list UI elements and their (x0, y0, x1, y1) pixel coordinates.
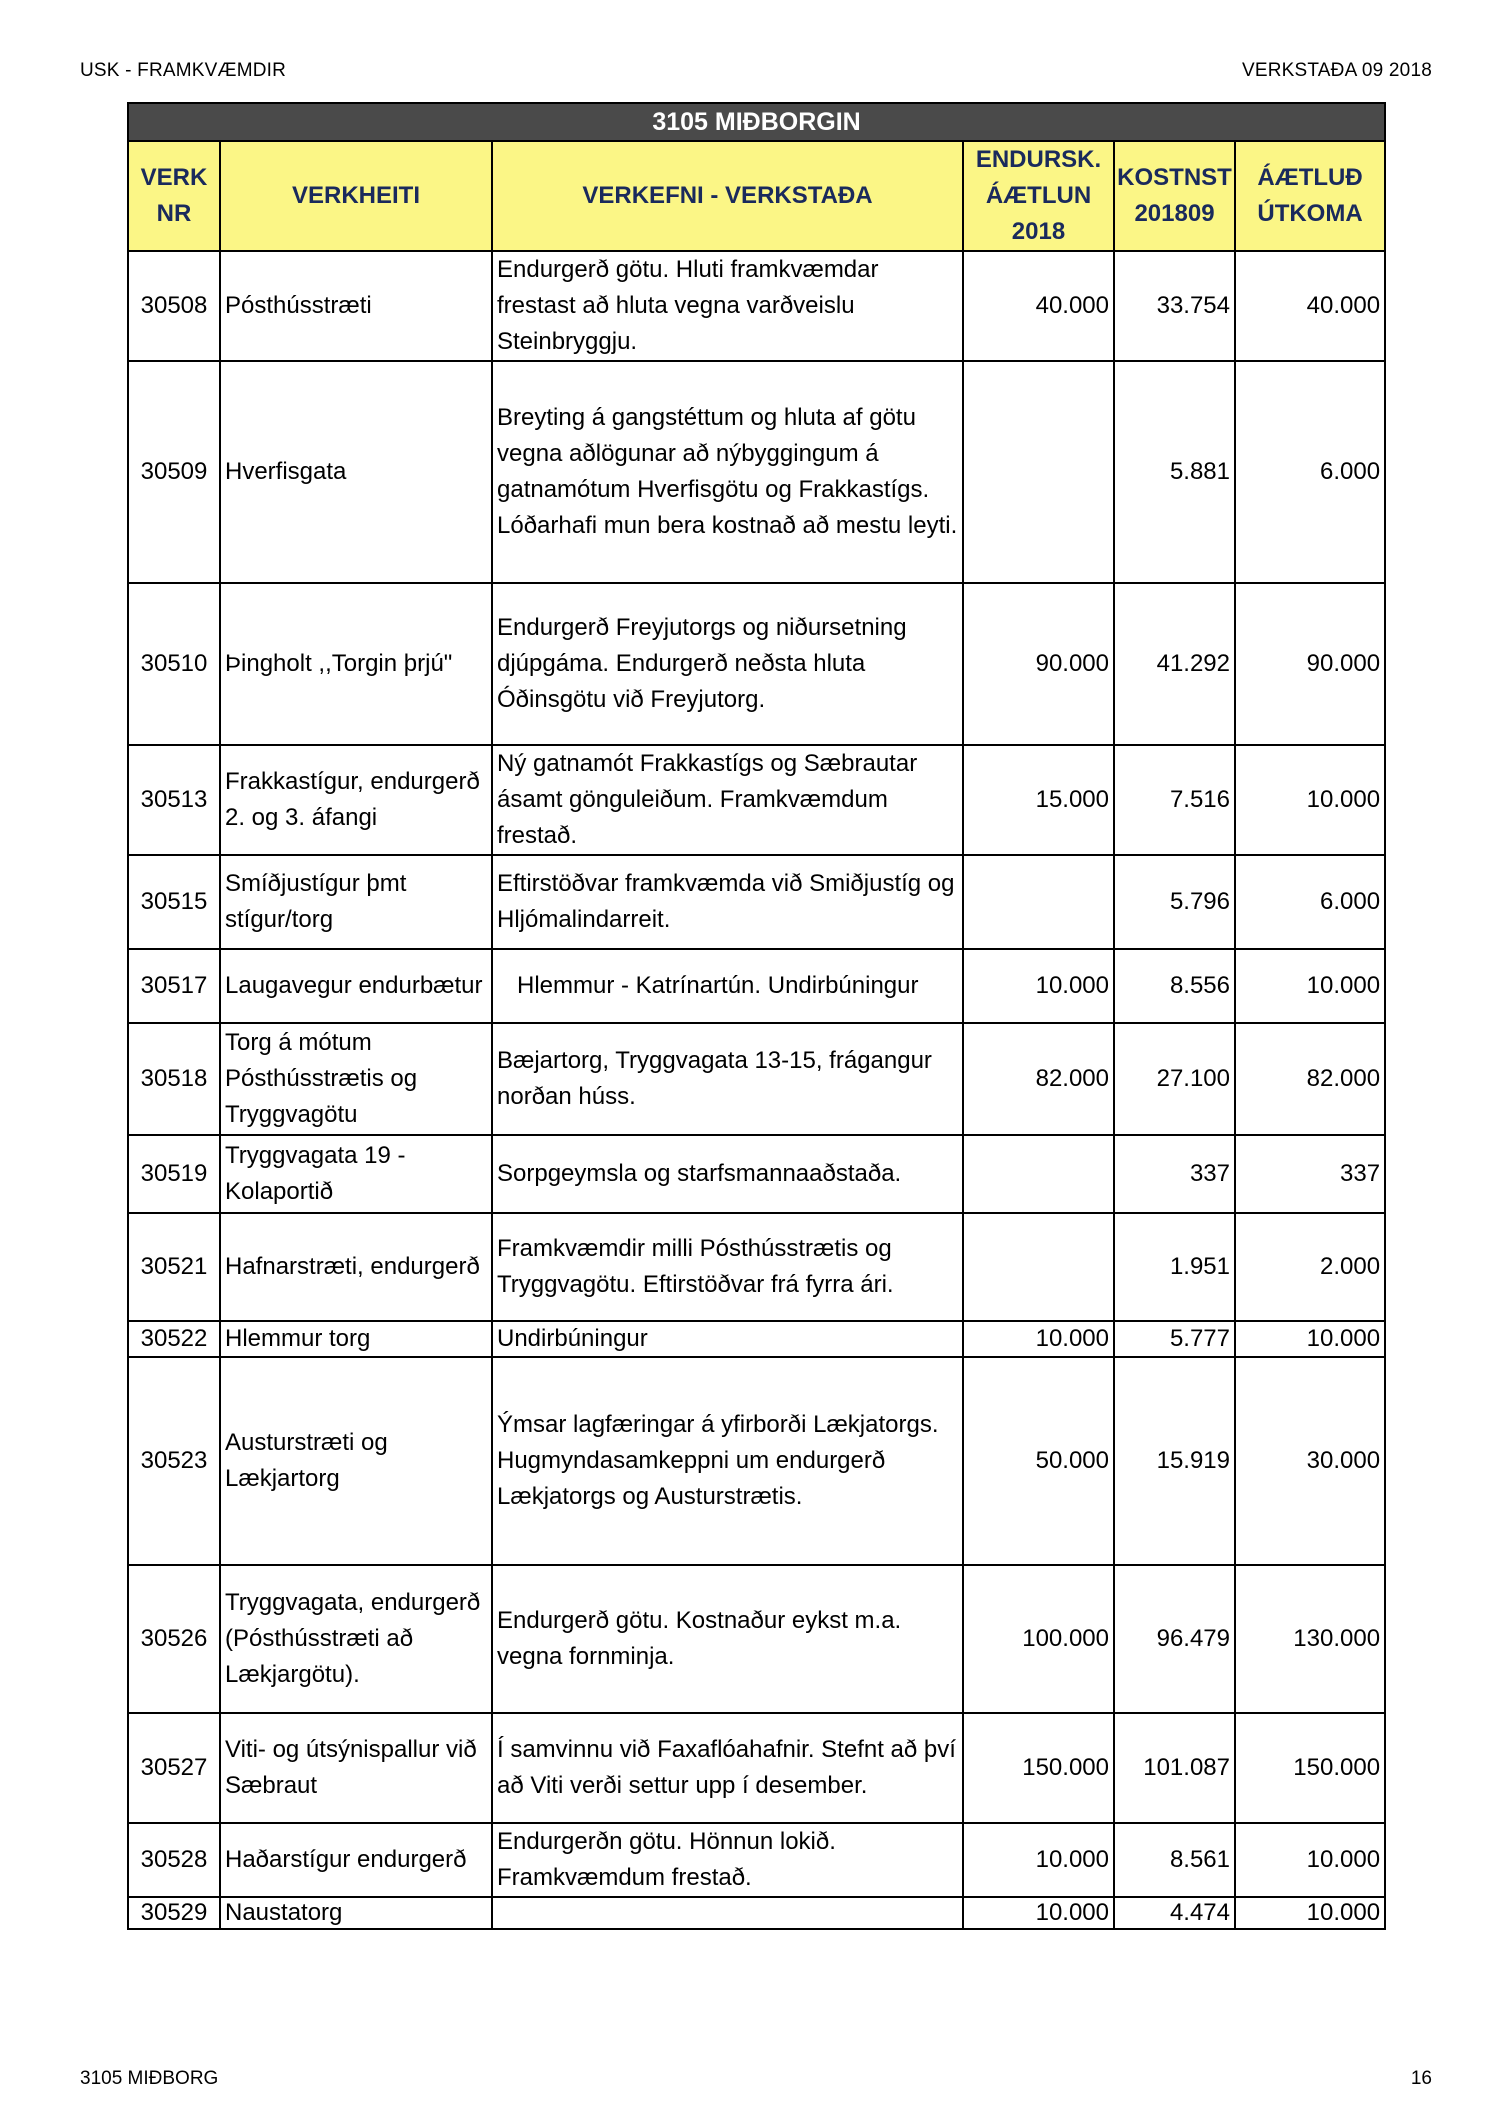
cell-nr: 30523 (128, 1357, 220, 1565)
table-row (128, 1713, 1385, 1823)
cell-task: Breyting á gangstéttum og hluta af götu vegna aðlögunar að nýbyggingum á gatnamótum Hverfisgötu og Frakkastígs. Lóðarhafi mun bera kostnað að mestu leyti. (492, 361, 963, 583)
cell-cost: 5.777 (1114, 1321, 1235, 1357)
cell-cost: 8.556 (1114, 949, 1235, 1023)
col-header-name: VERKHEITI (220, 141, 492, 251)
cell-outcome: 82.000 (1235, 1023, 1385, 1135)
cell-nr: 30526 (128, 1565, 220, 1713)
table-row (128, 1321, 1385, 1357)
cell-name: Tryggvagata, endurgerð (Pósthússtræti að Lækjargötu). (220, 1565, 492, 1713)
cell-task: Ný gatnamót Frakkastígs og Sæbrautar ásamt gönguleiðum. Framkvæmdum frestað. (492, 745, 963, 855)
cell-cost: 15.919 (1114, 1357, 1235, 1565)
cell-cost: 5.881 (1114, 361, 1235, 583)
table-row (128, 1357, 1385, 1565)
cell-cost: 41.292 (1114, 583, 1235, 745)
page-number: 16 (1410, 2068, 1432, 2089)
cell-outcome: 10.000 (1235, 1321, 1385, 1357)
table-row (128, 1897, 1385, 1929)
cell-nr: 30521 (128, 1213, 220, 1321)
cell-name: Pósthússtræti (220, 251, 492, 361)
cell-name: Hafnarstræti, endurgerð (220, 1213, 492, 1321)
cell-task: Í samvinnu við Faxaflóahafnir. Stefnt að því að Viti verði settur upp í desember. (492, 1713, 963, 1823)
cell-task: Endurgerð götu. Kostnaður eykst m.a. vegna fornminja. (492, 1565, 963, 1713)
cell-plan: 150.000 (963, 1713, 1114, 1823)
cell-task (492, 1897, 963, 1929)
cell-plan (963, 855, 1114, 949)
cell-name: Frakkastígur, endurgerð 2. og 3. áfangi (220, 745, 492, 855)
cell-task: Endurgerð götu. Hluti framkvæmdar frestast að hluta vegna varðveislu Steinbryggju. (492, 251, 963, 361)
cell-plan (963, 1135, 1114, 1213)
cell-outcome: 337 (1235, 1135, 1385, 1213)
cell-nr: 30529 (128, 1897, 220, 1929)
cell-name: Þingholt ,,Torgin þrjú" (220, 583, 492, 745)
page-header-right: VERKSTAÐA 09 2018 (1242, 60, 1432, 81)
cell-name: Naustatorg (220, 1897, 492, 1929)
page-header-left: USK - FRAMKVÆMDIR (80, 60, 287, 81)
col-header-plan: ENDURSK. ÁÆTLUN 2018 (963, 141, 1114, 251)
page-footer-left: 3105 MIÐBORG (80, 2068, 219, 2089)
cell-name: Hlemmur torg (220, 1321, 492, 1357)
cell-cost: 96.479 (1114, 1565, 1235, 1713)
cell-name: Viti- og útsýnispallur við Sæbraut (220, 1713, 492, 1823)
cell-plan: 40.000 (963, 251, 1114, 361)
cell-nr: 30522 (128, 1321, 220, 1357)
cell-outcome: 10.000 (1235, 1897, 1385, 1929)
cell-plan (963, 361, 1114, 583)
cell-nr: 30519 (128, 1135, 220, 1213)
cell-cost: 5.796 (1114, 855, 1235, 949)
cell-name: Torg á mótum Pósthússtrætis og Tryggvagötu (220, 1023, 492, 1135)
cell-plan: 10.000 (963, 1823, 1114, 1897)
table-row (128, 251, 1385, 361)
cell-outcome: 6.000 (1235, 361, 1385, 583)
cell-nr: 30509 (128, 361, 220, 583)
table-row (128, 1213, 1385, 1321)
cell-plan: 82.000 (963, 1023, 1114, 1135)
cell-task: Framkvæmdir milli Pósthússtrætis og Tryggvagötu. Eftirstöðvar frá fyrra ári. (492, 1213, 963, 1321)
table-row (128, 1823, 1385, 1897)
table-row (128, 745, 1385, 855)
cell-nr: 30508 (128, 251, 220, 361)
cell-outcome: 10.000 (1235, 949, 1385, 1023)
cell-nr: 30518 (128, 1023, 220, 1135)
cell-plan: 10.000 (963, 1897, 1114, 1929)
cell-task: Eftirstöðvar framkvæmda við Smiðjustíg og Hljómalindarreit. (492, 855, 963, 949)
cell-nr: 30527 (128, 1713, 220, 1823)
cell-task: Bæjartorg, Tryggvagata 13-15, frágangur norðan húss. (492, 1023, 963, 1135)
cell-task: Endurgerð Freyjutorgs og niðursetning djúpgáma. Endurgerð neðsta hluta Óðinsgötu við Freyjutorg. (492, 583, 963, 745)
cell-plan (963, 1213, 1114, 1321)
cell-nr: 30515 (128, 855, 220, 949)
cell-name: Smíðjustígur þmt stígur/torg (220, 855, 492, 949)
project-table (127, 102, 1386, 1930)
cell-task: Undirbúningur (492, 1321, 963, 1357)
cell-plan: 50.000 (963, 1357, 1114, 1565)
cell-plan: 100.000 (963, 1565, 1114, 1713)
table-row (128, 855, 1385, 949)
cell-cost: 4.474 (1114, 1897, 1235, 1929)
cell-cost: 1.951 (1114, 1213, 1235, 1321)
cell-plan: 10.000 (963, 949, 1114, 1023)
table-row (128, 1565, 1385, 1713)
cell-cost: 7.516 (1114, 745, 1235, 855)
cell-plan: 15.000 (963, 745, 1114, 855)
cell-cost: 27.100 (1114, 1023, 1235, 1135)
cell-outcome: 40.000 (1235, 251, 1385, 361)
cell-name: Haðarstígur endurgerð (220, 1823, 492, 1897)
cell-nr: 30513 (128, 745, 220, 855)
col-header-nr: VERK NR (128, 141, 220, 251)
cell-task: Endurgerðn götu. Hönnun lokið. Framkvæmdum frestað. (492, 1823, 963, 1897)
cell-task: Hlemmur - Katrínartún. Undirbúningur (492, 949, 963, 1023)
cell-outcome: 30.000 (1235, 1357, 1385, 1565)
cell-task: Sorpgeymsla og starfsmannaaðstaða. (492, 1135, 963, 1213)
section-title: 3105 MIÐBORGIN (128, 103, 1385, 141)
cell-name: Hverfisgata (220, 361, 492, 583)
cell-plan: 10.000 (963, 1321, 1114, 1357)
table-row (128, 583, 1385, 745)
cell-cost: 33.754 (1114, 251, 1235, 361)
col-header-task: VERKEFNI - VERKSTAÐA (492, 141, 963, 251)
cell-name: Austurstræti og Lækjartorg (220, 1357, 492, 1565)
table-row (128, 1135, 1385, 1213)
cell-outcome: 10.000 (1235, 745, 1385, 855)
table-row (128, 361, 1385, 583)
cell-outcome: 150.000 (1235, 1713, 1385, 1823)
cell-nr: 30510 (128, 583, 220, 745)
cell-nr: 30528 (128, 1823, 220, 1897)
cell-outcome: 6.000 (1235, 855, 1385, 949)
col-header-cost: KOSTNST 201809 (1114, 141, 1235, 251)
cell-plan: 90.000 (963, 583, 1114, 745)
cell-outcome: 10.000 (1235, 1823, 1385, 1897)
cell-outcome: 2.000 (1235, 1213, 1385, 1321)
cell-cost: 337 (1114, 1135, 1235, 1213)
cell-name: Tryggvagata 19 - Kolaportið (220, 1135, 492, 1213)
cell-name: Laugavegur endurbætur (220, 949, 492, 1023)
column-header-row (128, 141, 1385, 251)
table-row (128, 949, 1385, 1023)
table-row (128, 1023, 1385, 1135)
cell-task: Ýmsar lagfæringar á yfirborði Lækjatorgs. Hugmyndasamkeppni um endurgerð Lækjatorgs og Austurstrætis. (492, 1357, 963, 1565)
cell-outcome: 130.000 (1235, 1565, 1385, 1713)
col-header-outcome: ÁÆTLUÐ ÚTKOMA (1235, 141, 1385, 251)
cell-nr: 30517 (128, 949, 220, 1023)
cell-cost: 101.087 (1114, 1713, 1235, 1823)
cell-outcome: 90.000 (1235, 583, 1385, 745)
cell-cost: 8.561 (1114, 1823, 1235, 1897)
